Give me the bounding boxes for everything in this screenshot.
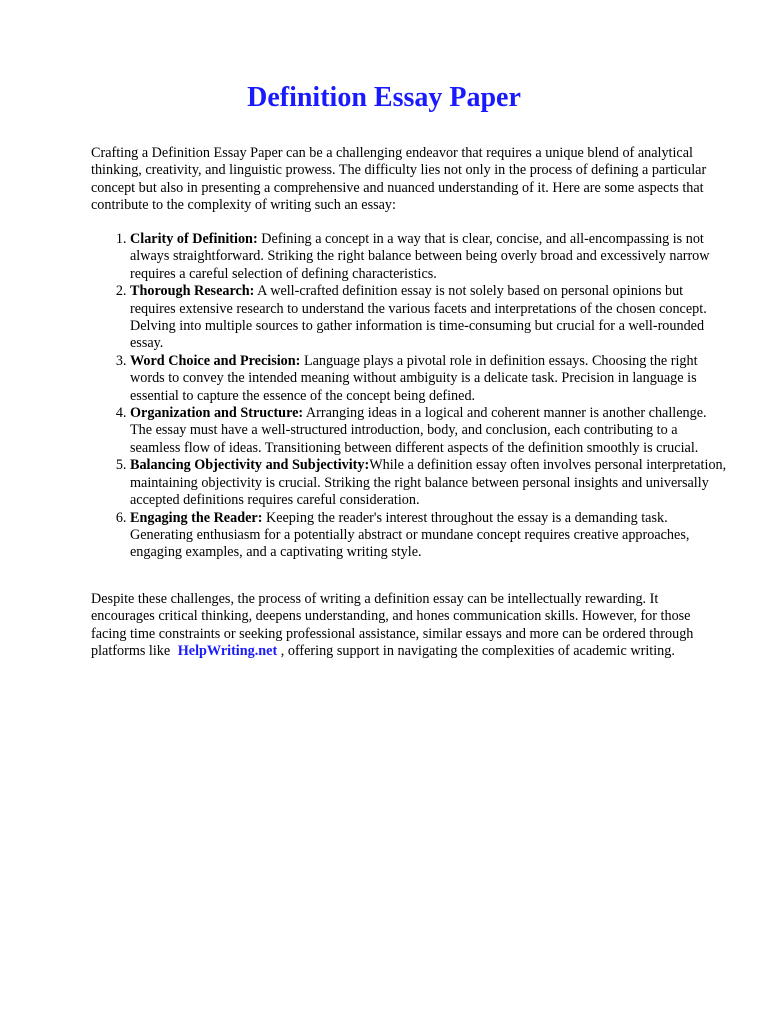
conclusion-text-after: , offering support in navigating the complexities of academic writing. <box>277 643 675 660</box>
list-item-text: While a definition essay often involves personal interpretation, maintaining objectivity is crucial. Striking the right balance between personal insights and universally accepted definitions requires careful consideration. <box>130 457 727 509</box>
list-item <box>130 353 731 405</box>
list-item-term: Engaging the Reader: <box>130 509 263 526</box>
list-item-text: Language plays a pivotal role in definition essays. Choosing the right words to convey the intended meaning without ambiguity is a delicate task. Precision in language is essential to capture the essence of the concept being defined. <box>130 352 698 404</box>
list-item-term: Word Choice and Precision: <box>130 352 301 369</box>
conclusion-text <box>91 591 721 661</box>
conclusion-text-before: Despite these challenges, the process of writing a definition essay can be intellectually rewarding. It encourages critical thinking, deepens understanding, and hones communication skills. However, for those facing time constraints or seeking professional assistance, similar essays and more can be ordered through platforms like <box>91 591 694 660</box>
list-item <box>130 231 731 283</box>
list-item <box>130 510 731 562</box>
list-item-term: Balancing Objectivity and Subjectivity: <box>130 457 370 474</box>
list-item <box>130 405 731 457</box>
intro-paragraph <box>91 145 721 215</box>
conclusion-paragraph <box>91 591 721 661</box>
list-item-text: Arranging ideas in a logical and coherent manner is another challenge. The essay must have a well-structured introduction, body, and conclusion, each contributing to a seamless flow of ideas. Transitioning between different aspects of the definition smoothly is crucial. <box>130 405 707 456</box>
list-item <box>130 457 731 509</box>
page-title: Definition Essay Paper <box>247 82 521 113</box>
list-item-term: Organization and Structure: <box>130 405 304 422</box>
list-item-term: Thorough Research: <box>130 283 255 300</box>
helpwriting-link[interactable]: HelpWriting.net <box>177 643 278 660</box>
aspects-list <box>91 231 731 562</box>
list-item-text: A well-crafted definition essay is not solely based on personal opinions but requires extensive research to understand the various facets and interpretations of the chosen concept. Delving into multiple sources to gather information is time-consuming but crucial for a well-rounded essay. <box>130 283 707 352</box>
list-item-text: Keeping the reader's interest throughout the essay is a demanding task. Generating enthusiasm for a potentially abstract or mundane concept requires creative approaches, engaging examples, and a captivating writing style. <box>130 509 690 561</box>
list-item <box>130 283 731 353</box>
ordered-list <box>91 231 731 562</box>
list-item-text: Defining a concept in a way that is clear, concise, and all-encompassing is not always straightforward. Striking the right balance between being overly broad and excessively narrow requires a careful selection of defining characteristics. <box>130 231 710 282</box>
intro-text: Crafting a Definition Essay Paper can be a challenging endeavor that requires a unique blend of analytical thinking, creativity, and linguistic prowess. The difficulty lies not only in the process of defining a particular concept but also in presenting a comprehensive and nuanced understanding of it. Here are some aspects that contribute to the complexity of writing such an essay: <box>91 145 707 214</box>
list-item-term: Clarity of Definition: <box>130 231 258 247</box>
